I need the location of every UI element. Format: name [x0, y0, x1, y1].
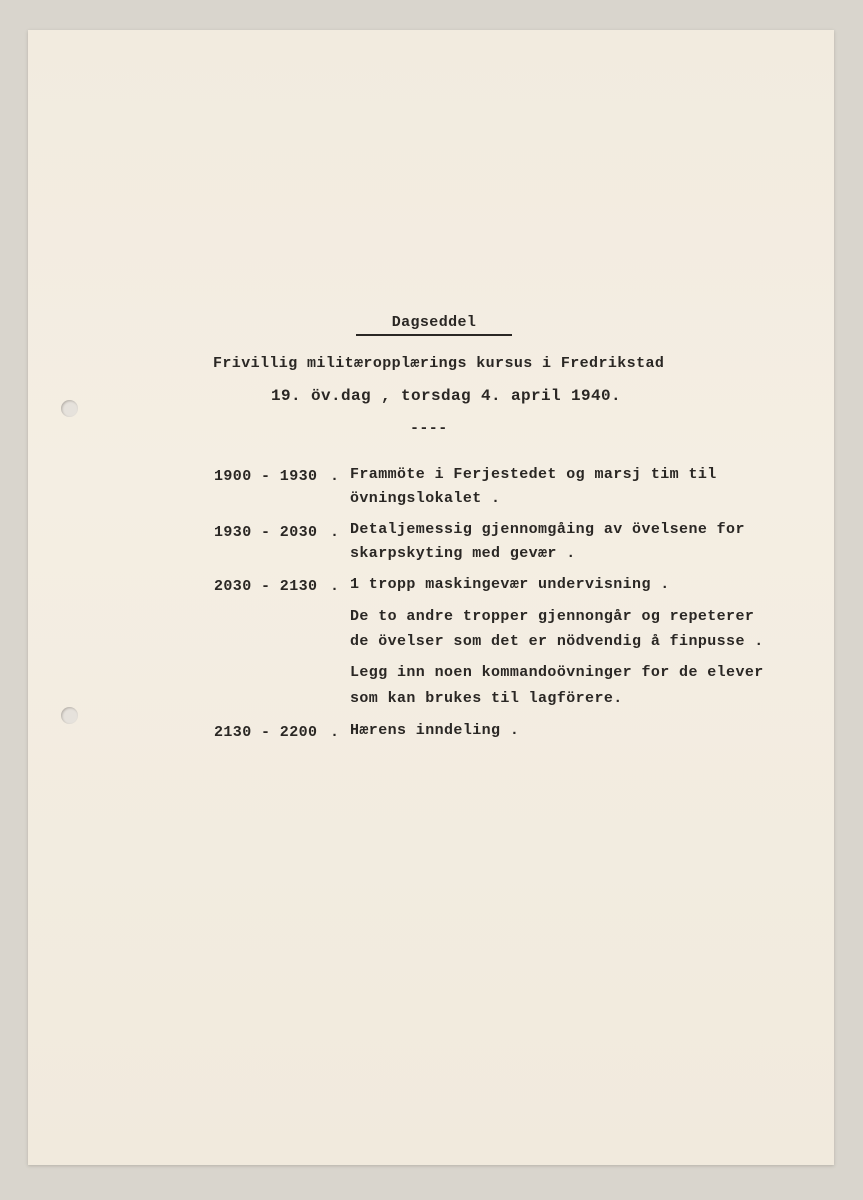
date-line: 19. öv.dag , torsdag 4. april 1940. [271, 387, 622, 405]
schedule-time: 1900 - 1930 [214, 468, 318, 485]
schedule-line: 1 tropp maskingevær undervisning . [350, 576, 670, 593]
document-title: Dagseddel [356, 314, 512, 336]
schedule-line: Hærens inndeling . [350, 722, 520, 739]
schedule-dot: . [330, 468, 340, 485]
punch-hole-top [61, 400, 78, 417]
schedule-dot: . [330, 578, 340, 595]
schedule-line: Legg inn noen kommandoövninger for de elever [350, 664, 764, 681]
document-paper [28, 30, 834, 1165]
separator-dashes: ---- [410, 420, 448, 437]
schedule-line: De to andre tropper gjennongår og repeterer [350, 608, 755, 625]
punch-hole-bottom [61, 707, 78, 724]
schedule-line: som kan brukes til lagförere. [350, 690, 623, 707]
schedule-line: de övelser som det er nödvendig å finpusse . [350, 633, 764, 650]
schedule-dot: . [330, 724, 340, 741]
schedule-line: Frammöte i Ferjestedet og marsj tim til [350, 466, 717, 483]
schedule-dot: . [330, 524, 340, 541]
course-subtitle: Frivillig militæropplærings kursus i Fredrikstad [213, 355, 665, 372]
schedule-time: 2130 - 2200 [214, 724, 318, 741]
schedule-line: övningslokalet . [350, 490, 501, 507]
schedule-time: 1930 - 2030 [214, 524, 318, 541]
schedule-line: Detaljemessig gjennomgåing av övelsene for [350, 521, 745, 538]
schedule-line: skarpskyting med gevær . [350, 545, 576, 562]
schedule-time: 2030 - 2130 [214, 578, 318, 595]
